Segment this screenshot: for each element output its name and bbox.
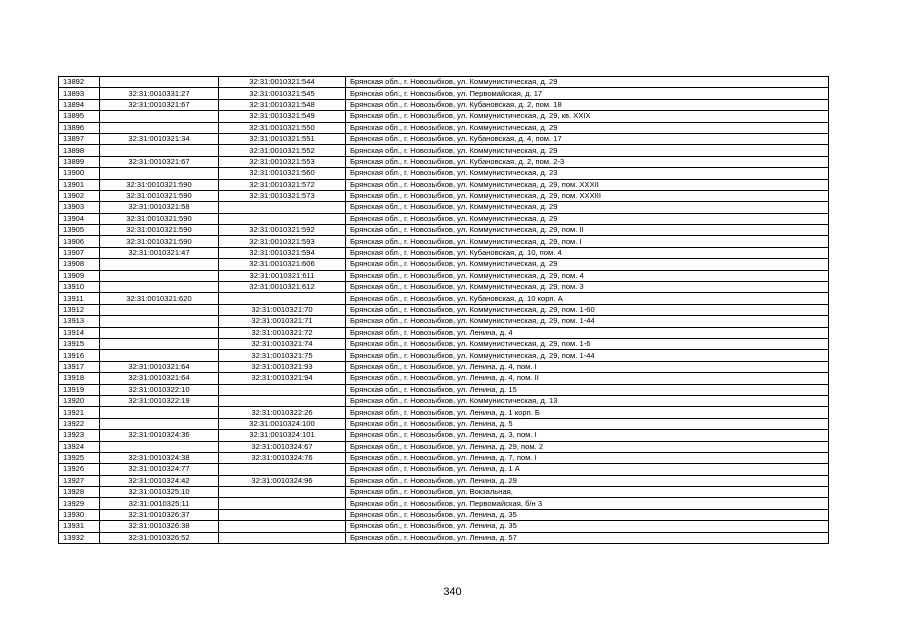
cadastral-number-cell xyxy=(100,282,219,293)
table-row xyxy=(59,225,829,236)
row-number-cell: 13924 xyxy=(59,441,100,452)
row-number-cell: 13919 xyxy=(59,384,100,395)
row-number-cell: 13915 xyxy=(59,338,100,349)
table-row xyxy=(59,418,829,429)
table-row xyxy=(59,168,829,179)
address-cell: Брянская обл., г. Новозыбков, ул. Кубановская, д. 10, пом. 4 xyxy=(346,247,829,258)
row-number-cell: 13902 xyxy=(59,190,100,201)
row-number-cell: 13913 xyxy=(59,316,100,327)
table-row xyxy=(59,350,829,361)
cadastral-number-cell xyxy=(100,350,219,361)
object-cadastral-number-cell xyxy=(219,293,346,304)
cadastral-number-cell: 32:31:0010321:590 xyxy=(100,236,219,247)
cadastral-number-cell xyxy=(100,304,219,315)
row-number-cell: 13927 xyxy=(59,475,100,486)
object-cadastral-number-cell: 32:31:0010321:611 xyxy=(219,270,346,281)
table-row xyxy=(59,236,829,247)
object-cadastral-number-cell: 32:31:0010321:74 xyxy=(219,338,346,349)
address-cell: Брянская обл., г. Новозыбков, ул. Коммунистическая, д. 13 xyxy=(346,395,829,406)
table-row xyxy=(59,88,829,99)
cadastral-number-cell xyxy=(100,407,219,418)
address-cell: Брянская обл., г. Новозыбков, ул. Кубановская, д. 10 корп. А xyxy=(346,293,829,304)
address-cell: Брянская обл., г. Новозыбков, ул. Коммунистическая, д. 29, пом. XXXII xyxy=(346,179,829,190)
address-cell: Брянская обл., г. Новозыбков, ул. Ленина, д. 29, пом. 2 xyxy=(346,441,829,452)
address-cell: Брянская обл., г. Новозыбков, ул. Ленина, д. 35 xyxy=(346,509,829,520)
table-row xyxy=(59,373,829,384)
cadastral-number-cell: 32:31:0010324:42 xyxy=(100,475,219,486)
object-cadastral-number-cell xyxy=(219,498,346,509)
table-row xyxy=(59,122,829,133)
object-cadastral-number-cell: 32:31:0010324:101 xyxy=(219,430,346,441)
row-number-cell: 13899 xyxy=(59,156,100,167)
address-cell: Брянская обл., г. Новозыбков, ул. Вокзальная, xyxy=(346,487,829,498)
object-cadastral-number-cell xyxy=(219,464,346,475)
table-row xyxy=(59,156,829,167)
table-row xyxy=(59,282,829,293)
object-cadastral-number-cell: 32:31:0010321:594 xyxy=(219,247,346,258)
cadastral-number-cell: 32:31:0010326:38 xyxy=(100,521,219,532)
table-row xyxy=(59,532,829,543)
table-row xyxy=(59,384,829,395)
cadastral-number-cell: 32:31:0010321:64 xyxy=(100,373,219,384)
cadastral-number-cell: 32:31:0010321:58 xyxy=(100,202,219,213)
object-cadastral-number-cell xyxy=(219,384,346,395)
table-row xyxy=(59,202,829,213)
cadastral-number-cell xyxy=(100,441,219,452)
object-cadastral-number-cell: 32:31:0010321:572 xyxy=(219,179,346,190)
row-number-cell: 13925 xyxy=(59,452,100,463)
object-cadastral-number-cell xyxy=(219,202,346,213)
address-cell: Брянская обл., г. Новозыбков, ул. Коммунистическая, д. 29, пом. I xyxy=(346,236,829,247)
row-number-cell: 13894 xyxy=(59,99,100,110)
table-row xyxy=(59,190,829,201)
table-row xyxy=(59,395,829,406)
cadastral-number-cell: 32:31:0010322:19 xyxy=(100,395,219,406)
row-number-cell: 13918 xyxy=(59,373,100,384)
table-row xyxy=(59,475,829,486)
row-number-cell: 13907 xyxy=(59,247,100,258)
row-number-cell: 13898 xyxy=(59,145,100,156)
table-row xyxy=(59,145,829,156)
address-cell: Брянская обл., г. Новозыбков, ул. Кубановская, д. 2, пом. 2-3 xyxy=(346,156,829,167)
object-cadastral-number-cell: 32:31:0010324:100 xyxy=(219,418,346,429)
object-cadastral-number-cell xyxy=(219,487,346,498)
cadastral-number-cell xyxy=(100,145,219,156)
table-row xyxy=(59,464,829,475)
object-cadastral-number-cell: 32:31:0010321:550 xyxy=(219,122,346,133)
cadastral-number-cell xyxy=(100,259,219,270)
address-cell: Брянская обл., г. Новозыбков, ул. Ленина, д. 1 А xyxy=(346,464,829,475)
object-cadastral-number-cell: 32:31:0010321:560 xyxy=(219,168,346,179)
address-cell: Брянская обл., г. Новозыбков, ул. Коммунистическая, д. 29, пом. 3 xyxy=(346,282,829,293)
address-cell: Брянская обл., г. Новозыбков, ул. Ленина, д. 7, пом. I xyxy=(346,452,829,463)
cadastral-number-cell: 32:31:0010322:10 xyxy=(100,384,219,395)
address-cell: Брянская обл., г. Новозыбков, ул. Коммунистическая, д. 29, пом. 1-60 xyxy=(346,304,829,315)
object-cadastral-number-cell: 32:31:0010324:96 xyxy=(219,475,346,486)
row-number-cell: 13906 xyxy=(59,236,100,247)
cadastral-number-cell xyxy=(100,270,219,281)
object-cadastral-number-cell: 32:31:0010321:612 xyxy=(219,282,346,293)
cadastral-number-cell: 32:31:0010321:67 xyxy=(100,99,219,110)
cadastral-number-cell: 32:31:0010321:620 xyxy=(100,293,219,304)
cadastral-number-cell: 32:31:0010321:590 xyxy=(100,213,219,224)
address-cell: Брянская обл., г. Новозыбков, ул. Коммунистическая, д. 29 xyxy=(346,202,829,213)
cadastral-number-cell xyxy=(100,122,219,133)
object-cadastral-number-cell: 32:31:0010321:548 xyxy=(219,99,346,110)
object-cadastral-number-cell xyxy=(219,521,346,532)
table-row xyxy=(59,111,829,122)
row-number-cell: 13896 xyxy=(59,122,100,133)
object-cadastral-number-cell: 32:31:0010321:545 xyxy=(219,88,346,99)
cadastral-number-cell: 32:31:0010326:52 xyxy=(100,532,219,543)
cadastral-number-cell: 32:31:0010325:10 xyxy=(100,487,219,498)
table-row xyxy=(59,487,829,498)
address-cell: Брянская обл., г. Новозыбков, ул. Ленина, д. 15 xyxy=(346,384,829,395)
row-number-cell: 13920 xyxy=(59,395,100,406)
address-cell: Брянская обл., г. Новозыбков, ул. Коммунистическая, д. 29 xyxy=(346,259,829,270)
object-cadastral-number-cell: 32:31:0010321:70 xyxy=(219,304,346,315)
address-cell: Брянская обл., г. Новозыбков, ул. Ленина, д. 4, пом. I xyxy=(346,361,829,372)
row-number-cell: 13912 xyxy=(59,304,100,315)
row-number-cell: 13895 xyxy=(59,111,100,122)
object-cadastral-number-cell xyxy=(219,532,346,543)
cadastral-number-cell: 32:31:0010325:11 xyxy=(100,498,219,509)
address-cell: Брянская обл., г. Новозыбков, ул. Ленина, д. 35 xyxy=(346,521,829,532)
table-row xyxy=(59,293,829,304)
cadastral-number-cell: 32:31:0010324:36 xyxy=(100,430,219,441)
row-number-cell: 13909 xyxy=(59,270,100,281)
table-row xyxy=(59,304,829,315)
table-row xyxy=(59,521,829,532)
row-number-cell: 13908 xyxy=(59,259,100,270)
row-number-cell: 13903 xyxy=(59,202,100,213)
row-number-cell: 13922 xyxy=(59,418,100,429)
object-cadastral-number-cell: 32:31:0010321:549 xyxy=(219,111,346,122)
address-cell: Брянская обл., г. Новозыбков, ул. Ленина, д. 29 xyxy=(346,475,829,486)
address-cell: Брянская обл., г. Новозыбков, ул. Коммунистическая, д. 29 xyxy=(346,77,829,88)
table-row xyxy=(59,133,829,144)
address-cell: Брянская обл., г. Новозыбков, ул. Кубановская, д. 2, пом. 18 xyxy=(346,99,829,110)
address-cell: Брянская обл., г. Новозыбков, ул. Ленина, д. 57 xyxy=(346,532,829,543)
row-number-cell: 13901 xyxy=(59,179,100,190)
registry-table xyxy=(58,76,829,544)
cadastral-number-cell: 32:31:0010321:67 xyxy=(100,156,219,167)
address-cell: Брянская обл., г. Новозыбков, ул. Кубановская, д. 4, пом. 17 xyxy=(346,133,829,144)
table-row xyxy=(59,441,829,452)
row-number-cell: 13910 xyxy=(59,282,100,293)
object-cadastral-number-cell xyxy=(219,509,346,520)
row-number-cell: 13917 xyxy=(59,361,100,372)
cadastral-number-cell: 32:31:0010321:47 xyxy=(100,247,219,258)
cadastral-number-cell xyxy=(100,316,219,327)
address-cell: Брянская обл., г. Новозыбков, ул. Коммунистическая, д. 29 xyxy=(346,213,829,224)
address-cell: Брянская обл., г. Новозыбков, ул. Коммунистическая, д. 29, пом. 1-44 xyxy=(346,350,829,361)
cadastral-number-cell: 32:31:0010321:590 xyxy=(100,179,219,190)
cadastral-number-cell xyxy=(100,418,219,429)
address-cell: Брянская обл., г. Новозыбков, ул. Ленина, д. 5 xyxy=(346,418,829,429)
row-number-cell: 13893 xyxy=(59,88,100,99)
row-number-cell: 13930 xyxy=(59,509,100,520)
object-cadastral-number-cell: 32:31:0010322:26 xyxy=(219,407,346,418)
object-cadastral-number-cell: 32:31:0010321:553 xyxy=(219,156,346,167)
row-number-cell: 13897 xyxy=(59,133,100,144)
address-cell: Брянская обл., г. Новозыбков, ул. Коммунистическая, д. 29, пом. 1-6 xyxy=(346,338,829,349)
address-cell: Брянская обл., г. Новозыбков, ул. Ленина, д. 4 xyxy=(346,327,829,338)
cadastral-number-cell xyxy=(100,327,219,338)
table-row xyxy=(59,99,829,110)
object-cadastral-number-cell: 32:31:0010321:72 xyxy=(219,327,346,338)
table-row xyxy=(59,77,829,88)
object-cadastral-number-cell: 32:31:0010321:593 xyxy=(219,236,346,247)
address-cell: Брянская обл., г. Новозыбков, ул. Коммунистическая, д. 29, пом. XXXIII xyxy=(346,190,829,201)
row-number-cell: 13914 xyxy=(59,327,100,338)
row-number-cell: 13905 xyxy=(59,225,100,236)
row-number-cell: 13904 xyxy=(59,213,100,224)
table-row xyxy=(59,316,829,327)
table-row xyxy=(59,361,829,372)
address-cell: Брянская обл., г. Новозыбков, ул. Коммунистическая, д. 23 xyxy=(346,168,829,179)
address-cell: Брянская обл., г. Новозыбков, ул. Коммунистическая, д. 29, пом. 1-44 xyxy=(346,316,829,327)
cadastral-number-cell: 32:31:0010326:37 xyxy=(100,509,219,520)
row-number-cell: 13929 xyxy=(59,498,100,509)
address-cell: Брянская обл., г. Новозыбков, ул. Ленина, д. 3, пом. I xyxy=(346,430,829,441)
table-row xyxy=(59,407,829,418)
table-row xyxy=(59,498,829,509)
object-cadastral-number-cell: 32:31:0010321:552 xyxy=(219,145,346,156)
object-cadastral-number-cell xyxy=(219,395,346,406)
registry-table-body xyxy=(59,77,829,544)
row-number-cell: 13892 xyxy=(59,77,100,88)
object-cadastral-number-cell: 32:31:0010321:551 xyxy=(219,133,346,144)
address-cell: Брянская обл., г. Новозыбков, ул. Коммунистическая, д. 29 xyxy=(346,145,829,156)
cadastral-number-cell xyxy=(100,77,219,88)
cadastral-number-cell: 32:31:0010331:27 xyxy=(100,88,219,99)
row-number-cell: 13916 xyxy=(59,350,100,361)
table-row xyxy=(59,270,829,281)
cadastral-number-cell: 32:31:0010324:38 xyxy=(100,452,219,463)
object-cadastral-number-cell xyxy=(219,213,346,224)
object-cadastral-number-cell: 32:31:0010321:71 xyxy=(219,316,346,327)
row-number-cell: 13932 xyxy=(59,532,100,543)
object-cadastral-number-cell: 32:31:0010321:75 xyxy=(219,350,346,361)
address-cell: Брянская обл., г. Новозыбков, ул. Коммунистическая, д. 29 xyxy=(346,122,829,133)
table-row xyxy=(59,247,829,258)
cadastral-number-cell: 32:31:0010321:590 xyxy=(100,190,219,201)
object-cadastral-number-cell: 32:31:0010321:94 xyxy=(219,373,346,384)
address-cell: Брянская обл., г. Новозыбков, ул. Первомайская, д. 17 xyxy=(346,88,829,99)
table-row xyxy=(59,327,829,338)
table-row xyxy=(59,509,829,520)
address-cell: Брянская обл., г. Новозыбков, ул. Коммунистическая, д. 29, пом. II xyxy=(346,225,829,236)
object-cadastral-number-cell: 32:31:0010321:592 xyxy=(219,225,346,236)
row-number-cell: 13921 xyxy=(59,407,100,418)
object-cadastral-number-cell: 32:31:0010321:93 xyxy=(219,361,346,372)
row-number-cell: 13931 xyxy=(59,521,100,532)
object-cadastral-number-cell: 32:31:0010321:544 xyxy=(219,77,346,88)
row-number-cell: 13923 xyxy=(59,430,100,441)
row-number-cell: 13900 xyxy=(59,168,100,179)
object-cadastral-number-cell: 32:31:0010321:606 xyxy=(219,259,346,270)
cadastral-number-cell: 32:31:0010321:34 xyxy=(100,133,219,144)
table-row xyxy=(59,338,829,349)
address-cell: Брянская обл., г. Новозыбков, ул. Коммунистическая, д. 29, пом. 4 xyxy=(346,270,829,281)
cadastral-number-cell: 32:31:0010324:77 xyxy=(100,464,219,475)
address-cell: Брянская обл., г. Новозыбков, ул. Первомайская, б/н 3 xyxy=(346,498,829,509)
object-cadastral-number-cell: 32:31:0010321:573 xyxy=(219,190,346,201)
row-number-cell: 13928 xyxy=(59,487,100,498)
cadastral-number-cell: 32:31:0010321:590 xyxy=(100,225,219,236)
table-row xyxy=(59,259,829,270)
object-cadastral-number-cell: 32:31:0010324:67 xyxy=(219,441,346,452)
page-number: 340 xyxy=(443,586,462,598)
table-row xyxy=(59,452,829,463)
cadastral-number-cell xyxy=(100,111,219,122)
address-cell: Брянская обл., г. Новозыбков, ул. Ленина, д. 4, пом. II xyxy=(346,373,829,384)
row-number-cell: 13926 xyxy=(59,464,100,475)
address-cell: Брянская обл., г. Новозыбков, ул. Ленина, д. 1 корп. Б xyxy=(346,407,829,418)
table-row xyxy=(59,430,829,441)
object-cadastral-number-cell: 32:31:0010324:76 xyxy=(219,452,346,463)
cadastral-number-cell xyxy=(100,338,219,349)
cadastral-number-cell xyxy=(100,168,219,179)
table-row xyxy=(59,213,829,224)
cadastral-number-cell: 32:31:0010321:64 xyxy=(100,361,219,372)
address-cell: Брянская обл., г. Новозыбков, ул. Коммунистическая, д. 29, кв. XXIX xyxy=(346,111,829,122)
table-row xyxy=(59,179,829,190)
row-number-cell: 13911 xyxy=(59,293,100,304)
